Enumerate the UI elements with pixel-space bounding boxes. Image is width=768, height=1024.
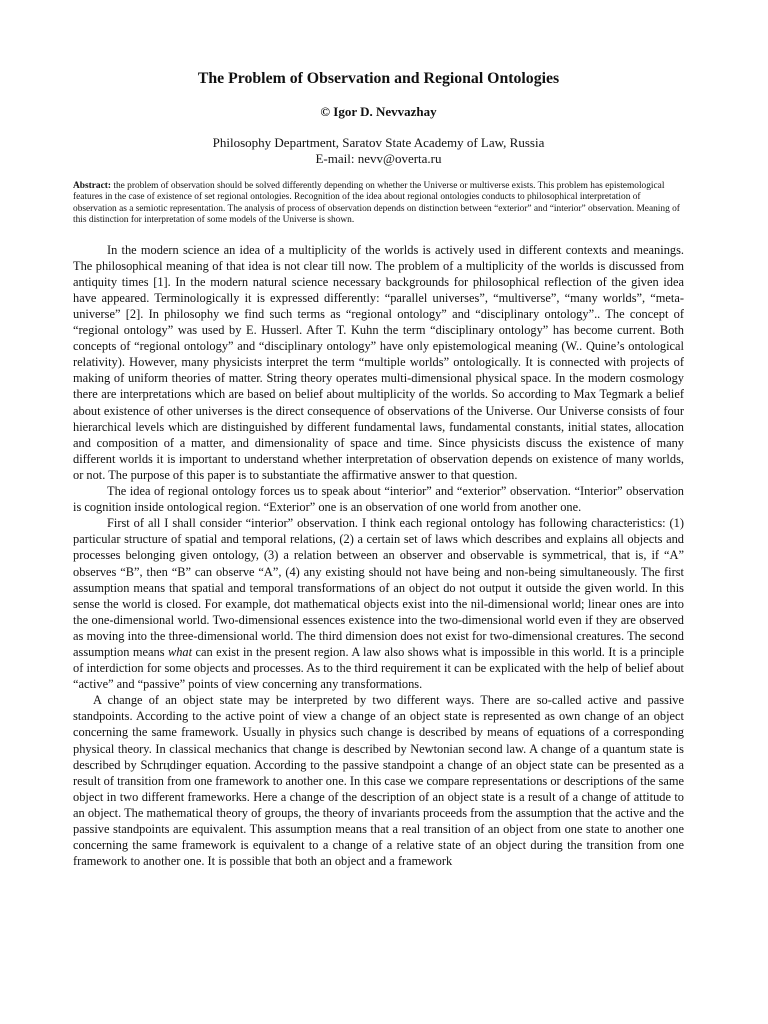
paragraph-3 — [73, 515, 684, 692]
email: E-mail: nevv@overta.ru — [315, 151, 442, 166]
paragraph-3-part-b: can exist in the present region. A law also shows what is impossible in this world. It is a principle of interdiction for some objects and processes. As to the third requirement it can be explicated with the help of belief about “active” and “passive” points of view concerning any transformations. — [73, 644, 684, 692]
abstract-text: the problem of observation should be solved differently depending on whether the Universe or multiverse exists. This problem has epistemological features in the case of existence of set regional ontologies. Recognition of the idea about regional ontologies conducts to philosophical interpretation of observation as a semiotic representation. The analysis of process of observation depends on distinction between “exterior” and “interior” observation. Meaning of this distinction for interpretation of some models of the Universe is shown. — [73, 181, 680, 226]
paragraph-1: In the modern science an idea of a multiplicity of the worlds is actively used in different contexts and meanings. The philosophical meaning of that idea is not clear till now. The problem of a multiplicity of the worlds is discussed from antiquity times [1]. In the modern natural science necessary backgrounds for philosophical reflection of the given idea have appeared. Terminologically it is expressed differently: “parallel universes”, “multiverse”, “many worlds”, “meta-universe” [2]. In philosophy we find such terms as “regional ontology” and “disciplinary ontology”.. The concept of “regional ontology” was used by E. Husserl. After T. Kuhn the term “disciplinary ontology” has become current. Both concepts of “regional ontology” and “disciplinary ontology” have only epistemological meaning (W.. Quine’s ontological relativity). However, many physicists interpret the term “multiple worlds” ontologically. It is connected with projects of making of uniform theories of matter. String theory operates multi-dimensional physical space. In the modern cosmology there are interpretations which are based on belief about multiplicity of the worlds. So according to Max Tegmark a belief about existence of other universes is the direct consequence of observations of the Universe. Our Universe consists of four hierarchical levels which are distinguished by different fundamental laws, fundamental constants, initial states, allocation and composition of a matter, and dimensionality of space and time. Since physicists discuss the existence of many different worlds it is important to understand whether interpretation of observation depends on existence of many worlds, or not. The purpose of this paper is to substantiate the affirmative answer to that question. — [73, 242, 684, 482]
affiliation-block — [73, 135, 684, 167]
paragraph-4: A change of an object state may be interpreted by two different ways. There are so-called active and passive standpoints. According to the active point of view a change of an object state is represented as own change of an object concerning the same framework. Usually in physics such change is described by means of equations of a corresponding physical theory. In classical mechanics that change is described by Newtonian second law. A change of a quantum state is described by Schrцdinger equation. According to the passive standpoint a change of an object state can be presented as a result of transition from one framework to another one. In this case we compare representations or descriptions of the same object in two different frameworks. Here a change of the description of an object state is a result of a change of attitude to an object. The mathematical theory of groups, the theory of invariants proceeds from the assumption that the active and the passive standpoints are equivalent. This assumption means that a real transition of an object from one state to another one concerning the same framework is equivalent to a change of a relative state of an object during the transition from one framework to another one. It is possible that both an object and a framework — [73, 693, 684, 869]
body-text — [73, 242, 684, 870]
paper-title: The Problem of Observation and Regional Ontologies — [197, 70, 560, 87]
paragraph-2: The idea of regional ontology forces us to speak about “interior” and “exterior” observation. “Interior” observation is cognition inside ontological region. “Exterior” one is an observation of one world from another one. — [73, 484, 684, 515]
emphasis-what: what — [167, 644, 193, 659]
author-line: © Igor D. Nevvazhay — [320, 104, 437, 119]
abstract-label: Abstract: — [73, 181, 112, 191]
abstract — [73, 181, 684, 227]
affiliation: Philosophy Department, Saratov State Academy of Law, Russia — [212, 135, 545, 150]
paragraph-3-part-a: First of all I shall consider “interior” observation. I think each regional ontology has following characteristics: (1) particular structure of spatial and temporal relations, (2) a certain set of laws which describes and explains all objects and processes belonging given ontology, (3) a relation between an observer and observable is symmetrical, that is, if “A” observes “B”, then “B” can observe “A”, (4) any existing should not have being and non-being simultaneously. The first assumption means that spatial and temporal transformations of an object do not output it outside the given world. In this sense the world is closed. For example, dot mathematical objects exist into the nil-dimensional world; linear ones are into the one-dimensional world. Two-dimensional essences existence into the two-dimensional world even if they are observed as moving into the three-dimensional world. The third dimension does not exist for two-dimensional creatures. The second assumption means — [73, 516, 684, 659]
